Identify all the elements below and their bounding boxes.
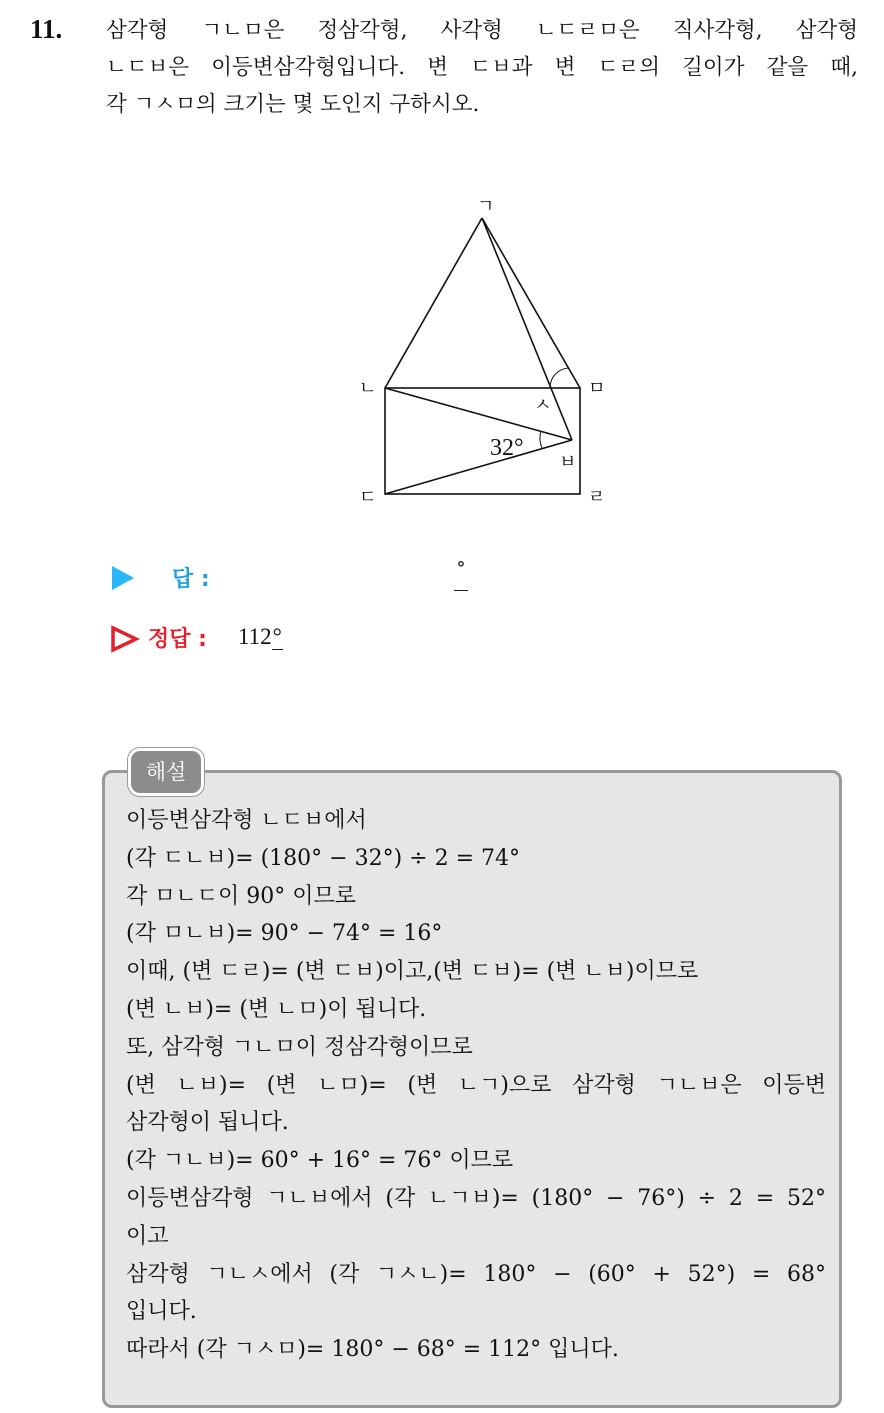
question-line: 삼각형 ㄱㄴㅁ은 정삼각형, 사각형 ㄴㄷㄹㅁ은 직사각형, 삼각형 [106, 18, 858, 43]
solution-line: 이등변삼각형 ㄴㄷㅂ에서 [126, 808, 367, 833]
solution-line: 삼각형 ㄱㄴㅅ에서 (각 ㄱㅅㄴ)= 180° − (60° + 52°) = 68° [126, 1261, 826, 1287]
edge-g-b [482, 218, 572, 440]
vertex-label-b: ㅂ [559, 452, 577, 473]
question-line: 각 ㄱㅅㅁ의 크기는 몇 도인지 구하시오. [106, 92, 480, 117]
solution-line: (각 ㅁㄴㅂ)= 90° − 74° = 16° [126, 921, 443, 947]
outline-play-icon [110, 625, 140, 653]
correct-answer-value [238, 624, 283, 650]
edge-g-n [385, 218, 482, 388]
vertex-label-n: ㄴ [359, 378, 377, 399]
edge-g-m [482, 218, 580, 388]
answer-row [110, 560, 610, 596]
solution-line: (변 ㄴㅂ)= (변 ㄴㅁ)= (변 ㄴㄱ)으로 삼각형 ㄱㄴㅂ은 이등변 [126, 1072, 826, 1098]
answer-input[interactable]: ° [454, 560, 468, 591]
vertex-label-d: ㄷ [359, 487, 377, 508]
solution-line: 또, 삼각형 ㄱㄴㅁ이 정삼각형이므로 [126, 1034, 473, 1060]
vertex-label-m: ㅁ [588, 378, 606, 399]
geometry-figure [340, 185, 630, 515]
angle-arc-b [540, 431, 542, 448]
play-icon [112, 566, 134, 590]
correct-answer-row [110, 620, 610, 660]
solution-line: 입니다. [126, 1299, 197, 1325]
vertex-label-g: ㄱ [477, 196, 495, 217]
correct-answer-label: 정답 : [148, 627, 207, 652]
solution-line: 따라서 (각 ㄱㅅㅁ)= 180° − 68° = 112° 입니다. [126, 1337, 619, 1363]
correct-answer-unit: ° [272, 624, 282, 649]
edge-d-b [385, 440, 572, 494]
question-line: ㄴㄷㅂ은 이등변삼각형입니다. 변 ㄷㅂ과 변 ㄷㄹ의 길이가 같을 때, [106, 55, 858, 80]
correct-answer-number: 112 [238, 624, 272, 649]
vertex-label-s: ㅅ [534, 395, 552, 416]
answer-label: 답 : [172, 567, 210, 592]
solution-text [126, 802, 826, 1369]
question-text [106, 12, 858, 123]
solution-line: 이등변삼각형 ㄱㄴㅂ에서 (각 ㄴㄱㅂ)= (180° − 76°) ÷ 2 = 52° [126, 1185, 826, 1211]
vertex-label-r: ㄹ [588, 487, 606, 508]
solution-tab: 해설 [128, 748, 204, 796]
question-number: 11. [30, 14, 63, 44]
angle-label-32: 32° [490, 435, 524, 461]
figure-svg [340, 185, 630, 515]
solution-line: 삼각형이 됩니다. [126, 1110, 289, 1136]
solution-line: 각 ㅁㄴㄷ이 90° 이므로 [126, 883, 356, 909]
solution-line: 이때, (변 ㄷㄹ)= (변 ㄷㅂ)이고,(변 ㄷㅂ)= (변 ㄴㅂ)이므로 [126, 959, 699, 985]
solution-line: (각 ㄱㄴㅂ)= 60° + 16° = 76° 이므로 [126, 1148, 514, 1174]
angle-arc-m [550, 368, 568, 388]
solution-line: (각 ㄷㄴㅂ)= (180° − 32°) ÷ 2 = 74° [126, 845, 520, 871]
solution-line: 이고 [126, 1223, 169, 1249]
solution-line: (변 ㄴㅂ)= (변 ㄴㅁ)이 됩니다. [126, 996, 427, 1022]
